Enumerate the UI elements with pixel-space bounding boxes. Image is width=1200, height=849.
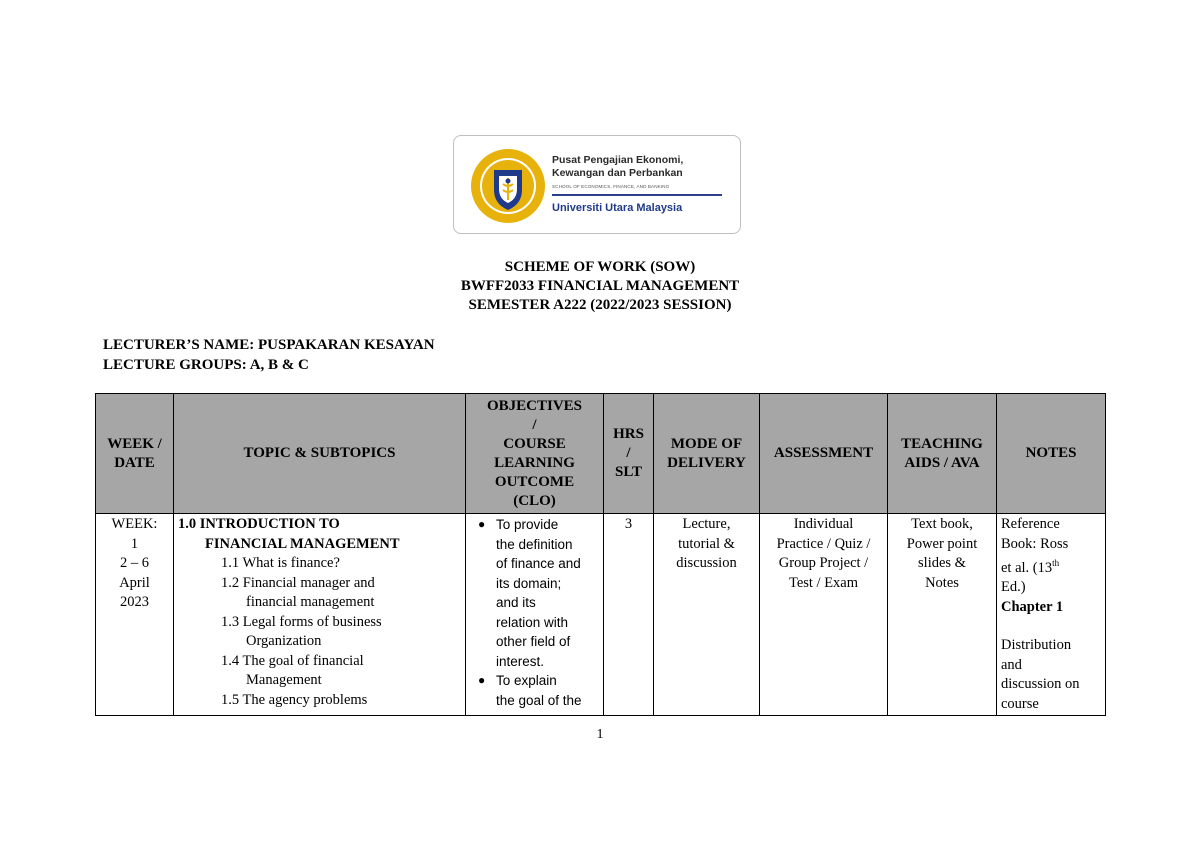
subtopic-item: 1.5 The agency problems (221, 691, 368, 708)
table-header-row (96, 394, 1106, 514)
lecturer-name: LECTURER’S NAME: PUSPAKARAN KESAYAN (103, 337, 435, 353)
objective-item: ● To provide the definition of finance and its domain; and its relation with other field of interest. (478, 517, 581, 669)
course-title: BWFF2033 FINANCIAL MANAGEMENT (460, 278, 740, 294)
bullet-icon: ● (478, 673, 486, 687)
bullet-icon: ● (478, 517, 486, 531)
logo-school-name-line1: Pusat Pengajian Ekonomi, (552, 154, 684, 166)
uum-seal-icon (470, 148, 546, 224)
scheme-of-work-table (95, 393, 1106, 716)
cell-week-date: WEEK: 1 2 – 6 April 2023 (96, 514, 174, 716)
subtopic-item: 1.3 Legal forms of business (221, 613, 382, 630)
cell-teaching-aids: Text book, Power point slides & Notes (888, 514, 997, 716)
header-topic-subtopics: TOPIC & SUBTOPICS (174, 394, 466, 514)
subtopic-item: 1.4 The goal of financial (221, 652, 364, 669)
topic-title: 1.0 INTRODUCTION TO FINANCIAL MANAGEMENT (178, 516, 400, 552)
subtopic-item: 1.1 What is finance? (221, 555, 340, 571)
header-assessment: ASSESSMENT (760, 394, 888, 514)
logo-text-block (552, 154, 734, 214)
cell-hrs: 3 (604, 514, 654, 716)
header-mode-of-delivery: MODE OF DELIVERY (654, 394, 760, 514)
document-title: SCHEME OF WORK (SOW) (504, 259, 696, 275)
lecture-groups: LECTURE GROUPS: A, B & C (103, 357, 309, 373)
cell-topic-subtopics: 1.0 INTRODUCTION TO FINANCIAL MANAGEMENT 1.1 What is finance? 1.2 Financial manager and financial management 1.3 Legal forms of business Organization 1.4 The goal of financial Management 1.5 The agency problems (174, 514, 466, 716)
logo-university-name: Universiti Utara Malaysia (552, 202, 683, 214)
header-week-date: WEEK / DATE (96, 394, 174, 514)
school-logo (453, 135, 741, 234)
header-notes: NOTES (997, 394, 1106, 514)
page-number: 1 (596, 727, 604, 742)
logo-school-english-name: SCHOOL OF ECONOMICS, FINANCE, AND BANKING (552, 184, 670, 189)
objective-item: ● To explain the goal of the (478, 673, 582, 708)
semester-title: SEMESTER A222 (2022/2023 SESSION) (468, 297, 732, 313)
subtopic-item: 1.2 Financial manager and (221, 574, 375, 591)
table-row (96, 514, 1106, 716)
header-hrs-slt: HRS / SLT (604, 394, 654, 514)
chapter-label: Chapter 1 (1001, 598, 1064, 615)
header-teaching-aids: TEACHING AIDS / AVA (888, 394, 997, 514)
cell-notes: Reference Book: Ross et al. (13th Ed.) Chapter 1 Distribution and discussion on course (997, 514, 1106, 716)
header-objectives-clo: OBJECTIVES / COURSE LEARNING OUTCOME (CLO) (466, 394, 604, 514)
logo-divider (552, 194, 722, 196)
logo-school-name-line2: Kewangan dan Perbankan (552, 167, 683, 179)
cell-assessment: Individual Practice / Quiz / Group Project / Test / Exam (760, 514, 888, 716)
cell-mode-of-delivery: Lecture, tutorial & discussion (654, 514, 760, 716)
cell-objectives (466, 514, 604, 716)
